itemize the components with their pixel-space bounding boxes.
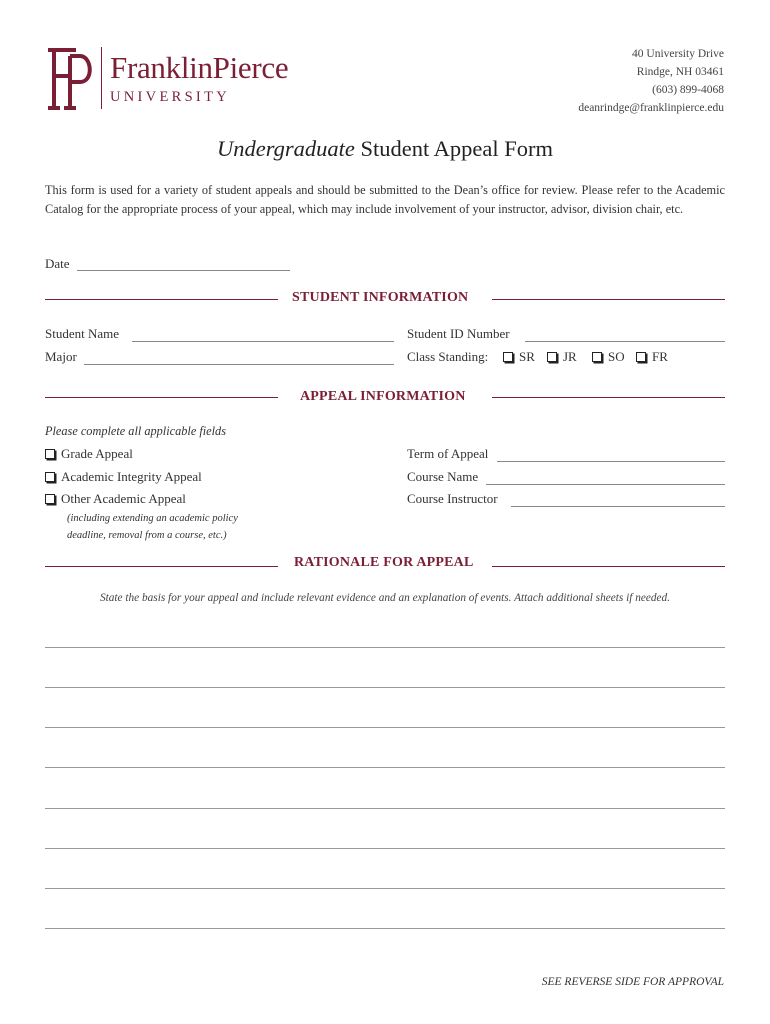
standing-so-label: SO (608, 349, 625, 364)
rationale-instruction: State the basis for your appeal and include relevant evidence and an explanation of events. Attach additional sheets if needed. (99, 592, 671, 604)
rationale-line[interactable] (45, 928, 725, 929)
address-email: deanrindge@franklinpierce.edu (578, 102, 724, 114)
checkbox-other-appeal[interactable] (45, 494, 55, 504)
standing-fr-label: FR (652, 349, 668, 364)
major-field[interactable] (84, 364, 394, 365)
checkbox-sr[interactable] (503, 352, 513, 362)
course-instructor-label: Course Instructor (407, 491, 498, 506)
other-appeal-label: Other Academic Appeal (61, 491, 186, 506)
grade-appeal-option[interactable] (45, 446, 133, 462)
logo-divider (101, 47, 102, 109)
checkbox-grade-appeal[interactable] (45, 449, 55, 459)
appeal-instruction: Please complete all applicable fields (45, 424, 226, 438)
student-info-heading: STUDENT INFORMATION (292, 290, 469, 305)
rationale-line[interactable] (45, 767, 725, 768)
footer-note: SEE REVERSE SIDE FOR APPROVAL (541, 976, 724, 988)
standing-sr-label: SR (519, 349, 535, 364)
student-id-label: Student ID Number (407, 326, 510, 341)
rationale-line[interactable] (45, 888, 725, 889)
term-label: Term of Appeal (407, 446, 489, 461)
date-field[interactable] (77, 270, 290, 271)
other-appeal-option[interactable] (45, 491, 186, 507)
section-rule-left (45, 299, 278, 300)
title-rest: Student Appeal Form (354, 136, 554, 161)
rationale-line[interactable] (45, 687, 725, 688)
brand-subtitle: UNIVERSITY (110, 89, 230, 105)
standing-fr-option[interactable] (636, 349, 668, 365)
date-label: Date (45, 256, 70, 271)
checkbox-fr[interactable] (636, 352, 646, 362)
standing-sr-option[interactable] (503, 349, 535, 365)
section-rule-left (45, 566, 278, 567)
brand-name: FranklinPierce (110, 50, 289, 85)
standing-jr-label: JR (563, 349, 577, 364)
fp-monogram-icon (46, 46, 98, 112)
checkbox-integrity-appeal[interactable] (45, 472, 55, 482)
standing-jr-option[interactable] (547, 349, 577, 365)
student-id-field[interactable] (525, 341, 725, 342)
checkbox-so[interactable] (592, 352, 602, 362)
title-italic: Undergraduate (216, 136, 355, 161)
student-name-label: Student Name (45, 326, 120, 341)
other-appeal-note-line1: (including extending an academic policy (67, 513, 238, 524)
page-title (0, 136, 770, 162)
term-field[interactable] (497, 461, 725, 462)
rationale-line[interactable] (45, 848, 725, 849)
section-rule-left (45, 397, 278, 398)
address-phone: (603) 899-4068 (652, 84, 724, 96)
rationale-line[interactable] (45, 727, 725, 728)
address-city: Rindge, NH 03461 (636, 66, 724, 78)
rationale-line[interactable] (45, 647, 725, 648)
integrity-appeal-label: Academic Integrity Appeal (61, 469, 202, 484)
section-rule-right (492, 299, 725, 300)
appeal-info-heading: APPEAL INFORMATION (300, 389, 466, 404)
checkbox-jr[interactable] (547, 352, 557, 362)
major-label: Major (45, 349, 77, 364)
address-street: 40 University Drive (632, 48, 724, 60)
section-rule-right (492, 566, 725, 567)
integrity-appeal-option[interactable] (45, 469, 202, 485)
other-appeal-note (67, 510, 238, 544)
rationale-line[interactable] (45, 808, 725, 809)
intro-paragraph: This form is used for a variety of student appeals and should be submitted to the Dean’s office for review. Please refer to the Academic Catalog for the appropriate process of your appeal, which may include involvement of your instructor, advisor, division chair, etc. (45, 183, 725, 216)
course-instructor-field[interactable] (511, 506, 725, 507)
address-block (578, 45, 724, 117)
section-rule-right (492, 397, 725, 398)
student-name-field[interactable] (132, 341, 394, 342)
class-standing-label: Class Standing: (407, 349, 489, 364)
course-name-label: Course Name (407, 469, 479, 484)
other-appeal-note-line2: deadline, removal from a course, etc.) (67, 530, 227, 541)
standing-so-option[interactable] (592, 349, 625, 365)
grade-appeal-label: Grade Appeal (61, 446, 133, 461)
rationale-heading: RATIONALE FOR APPEAL (294, 555, 474, 570)
course-name-field[interactable] (486, 484, 725, 485)
